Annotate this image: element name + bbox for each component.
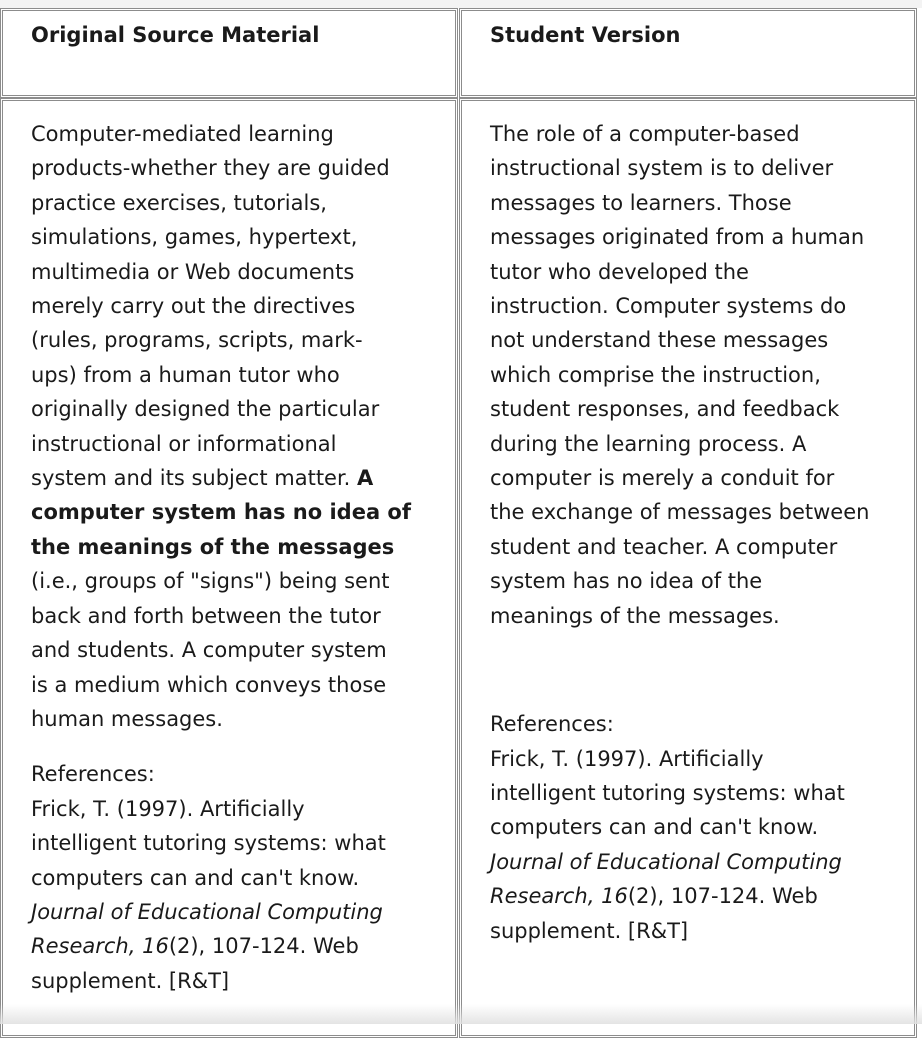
reference-line: computers can and can't know.	[490, 815, 819, 840]
text-line: system has no idea of the	[490, 569, 763, 594]
header-cell-original	[0, 8, 458, 98]
text-line: (i.e., groups of "signs") being sent	[31, 569, 390, 594]
reference-line: computers can and can't know.	[31, 865, 360, 890]
reference-line: Frick, T. (1997). Artificially	[490, 746, 764, 771]
column-header-student: Student Version	[490, 23, 681, 47]
journal-title: Journal of Educational Computing	[490, 849, 842, 874]
issue-pages: (2), 107-124. Web	[627, 884, 818, 909]
original-paragraph	[31, 117, 441, 736]
reference-line	[490, 879, 905, 913]
text-line: simulations, games, hypertext,	[31, 225, 358, 250]
text-line: during the learning process. A	[490, 431, 807, 456]
top-edge	[0, 0, 922, 8]
text-line: human messages.	[31, 706, 223, 731]
text-line: products-whether they are guided	[31, 156, 390, 181]
student-paragraph	[490, 117, 905, 633]
text-line: computer is merely a conduit for	[490, 466, 835, 491]
text-line: (rules, programs, scripts, mark-	[31, 328, 363, 353]
text-line: student and teacher. A computer	[490, 534, 838, 559]
text-line: multimedia or Web documents	[31, 259, 355, 284]
journal-title: Journal of Educational Computing	[31, 899, 383, 924]
text-line: is a medium which conveys those	[31, 672, 387, 697]
reference-line: intelligent tutoring systems: what	[490, 780, 845, 805]
journal-volume: Research, 16	[31, 934, 169, 959]
text-line: messages to learners. Those	[490, 190, 792, 215]
reference-line: intelligent tutoring systems: what	[31, 831, 386, 856]
issue-pages: (2), 107-124. Web	[168, 934, 359, 959]
text-line: instructional or informational	[31, 431, 337, 456]
text-line: practice exercises, tutorials,	[31, 190, 327, 215]
reference-line: supplement. [R&T]	[31, 968, 230, 993]
text-line: which comprise the instruction,	[490, 362, 821, 387]
text-fragment: system and its subject matter.	[31, 466, 358, 491]
reference-line: Frick, T. (1997). Artificially	[31, 796, 305, 821]
original-source-cell	[0, 98, 458, 1038]
text-line: not understand these messages	[490, 328, 829, 353]
text-line: back and forth between the tutor	[31, 603, 381, 628]
bold-line: computer system has no idea of	[31, 500, 411, 525]
text-line: originally designed the particular	[31, 397, 380, 422]
references-label: References:	[490, 712, 614, 737]
text-line: messages originated from a human	[490, 225, 865, 250]
text-line: instruction. Computer systems do	[490, 294, 847, 319]
bottom-edge-shadow	[0, 1004, 922, 1024]
column-header-original: Original Source Material	[31, 23, 320, 47]
text-line: ups) from a human tutor who	[31, 362, 340, 387]
student-version-cell	[459, 98, 917, 1038]
reference-line	[31, 929, 441, 963]
text-line: The role of a computer-based	[490, 122, 800, 146]
text-line: meanings of the messages.	[490, 603, 780, 628]
text-line: tutor who developed the	[490, 259, 749, 284]
original-source-text	[31, 117, 441, 998]
text-line: Computer-mediated learning	[31, 122, 334, 146]
student-version-text	[490, 117, 905, 948]
text-line-with-bold	[31, 461, 441, 495]
bold-fragment: A	[357, 466, 374, 491]
text-line: and students. A computer system	[31, 638, 387, 663]
header-cell-student	[459, 8, 917, 98]
text-line: the exchange of messages between	[490, 500, 870, 525]
journal-volume: Research, 16	[490, 884, 628, 909]
references-label: References:	[31, 762, 155, 787]
reference-line: supplement. [R&T]	[490, 918, 689, 943]
text-line: merely carry out the directives	[31, 294, 356, 319]
text-line: instructional system is to deliver	[490, 156, 834, 181]
text-line: student responses, and feedback	[490, 397, 840, 422]
original-references	[31, 757, 441, 998]
student-references	[490, 707, 905, 948]
bold-line: the meanings of the messages	[31, 534, 395, 559]
